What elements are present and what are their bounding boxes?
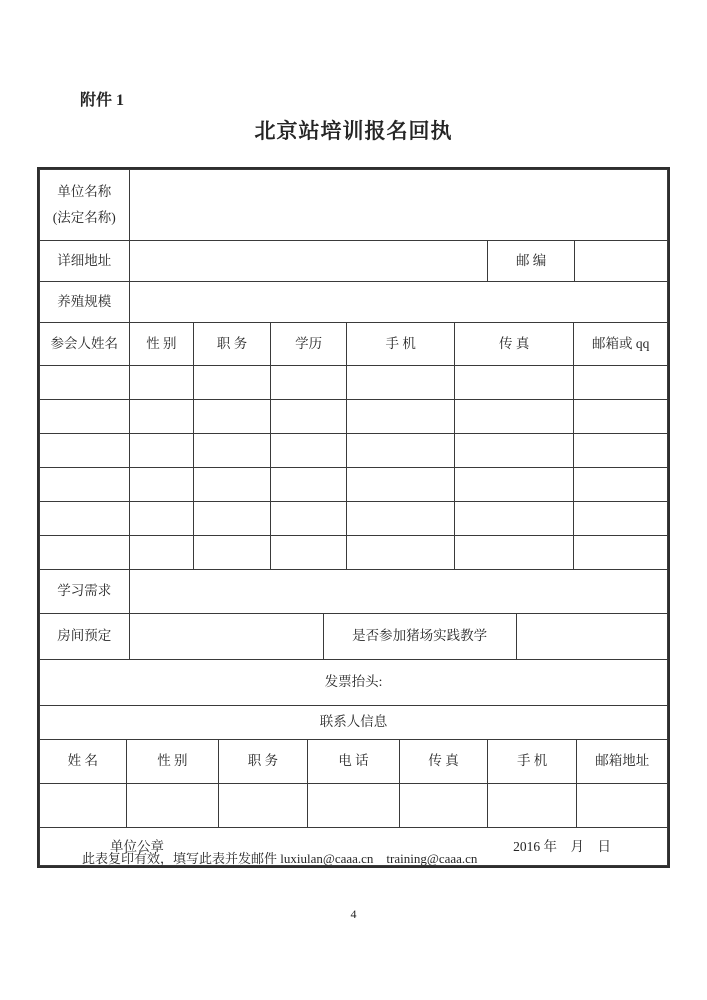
unit-info-section [39, 169, 668, 323]
registration-form-table [37, 167, 670, 868]
postcode-value-cell [575, 241, 668, 282]
contact-section [39, 705, 668, 828]
attendee-cell [347, 468, 455, 502]
scale-row [40, 282, 668, 323]
postcode-label: 邮 编 [487, 241, 575, 282]
attendee-row [40, 434, 668, 468]
attendee-cell [40, 536, 130, 570]
page-title: 北京站培训报名回执 [254, 119, 453, 143]
contact-section-title: 联系人信息 [40, 706, 668, 740]
study-needs-row [40, 570, 668, 614]
attendee-cell [40, 502, 130, 536]
attendee-cell [129, 502, 194, 536]
contact-header-gender: 性 别 [126, 740, 219, 784]
attendee-cell [347, 434, 455, 468]
attendee-row [40, 366, 668, 400]
study-needs-value-cell [129, 570, 667, 614]
attendee-cell [454, 536, 573, 570]
invoice-title-label: 发票抬头: [40, 660, 668, 706]
address-value-cell [129, 241, 487, 282]
attendee-cell [129, 536, 194, 570]
attendee-cell [574, 400, 668, 434]
contact-title-row [40, 706, 668, 740]
unit-name-row [40, 170, 668, 241]
attendee-cell [270, 468, 347, 502]
contact-header-email: 邮箱地址 [577, 740, 668, 784]
attendee-cell [574, 468, 668, 502]
attendee-cell [347, 400, 455, 434]
attendee-cell [129, 434, 194, 468]
attendee-cell [194, 468, 271, 502]
attendee-header-email: 邮箱或 qq [574, 323, 668, 366]
contact-cell [219, 784, 308, 828]
contact-cell [307, 784, 400, 828]
practice-teaching-value-cell [516, 614, 667, 660]
attendee-cell [574, 366, 668, 400]
unit-name-label [40, 170, 130, 241]
stamp-label: 单位公章 [110, 838, 164, 854]
contact-cell [577, 784, 668, 828]
attendee-cell [129, 468, 194, 502]
attendee-header-row [40, 323, 668, 366]
attendee-header-education: 学历 [270, 323, 347, 366]
attendee-cell [270, 400, 347, 434]
attendee-cell [454, 434, 573, 468]
attendee-cell [194, 502, 271, 536]
practice-teaching-label: 是否参加猪场实践教学 [323, 614, 516, 660]
attendee-cell [129, 366, 194, 400]
attendee-cell [347, 536, 455, 570]
needs-section [39, 569, 668, 660]
attendee-cell [194, 536, 271, 570]
attendee-cell [454, 468, 573, 502]
attendee-cell [40, 400, 130, 434]
attendee-cell [454, 400, 573, 434]
attendee-cell [347, 502, 455, 536]
study-needs-label: 学习需求 [40, 570, 130, 614]
attendee-cell [270, 502, 347, 536]
unit-name-label-line2: (法定名称) [52, 210, 116, 225]
attendee-cell [194, 366, 271, 400]
contact-header-position: 职 务 [219, 740, 308, 784]
invoice-section [39, 659, 668, 706]
attendee-cell [574, 536, 668, 570]
contact-cell [400, 784, 488, 828]
attendee-cell [454, 366, 573, 400]
attendee-header-fax: 传 真 [454, 323, 573, 366]
contact-header-name: 姓 名 [40, 740, 127, 784]
attendee-header-position: 职 务 [194, 323, 271, 366]
contact-row [40, 784, 668, 828]
contact-cell [126, 784, 219, 828]
attendee-row [40, 468, 668, 502]
attendee-row [40, 536, 668, 570]
unit-name-label-line1: 单位名称 [57, 184, 112, 199]
attendee-section [39, 322, 668, 570]
footer-note: 此表复印有效，填写此表并发邮件 luxiulan@caaa.cn training@caaa.cn [82, 851, 478, 866]
address-row [40, 241, 668, 282]
page-number: 4 [350, 907, 357, 921]
contact-cell [487, 784, 577, 828]
room-booking-label: 房间预定 [40, 614, 130, 660]
invoice-row [40, 660, 668, 706]
contact-header-mobile: 手 机 [487, 740, 577, 784]
attendee-cell [194, 434, 271, 468]
contact-header-phone: 电 话 [307, 740, 400, 784]
contact-header-row [40, 740, 668, 784]
attendee-row [40, 400, 668, 434]
attendee-cell [574, 434, 668, 468]
scale-value-cell [129, 282, 667, 323]
attendee-cell [270, 366, 347, 400]
address-label: 详细地址 [40, 241, 130, 282]
attendee-header-name: 参会人姓名 [40, 323, 130, 366]
room-booking-value-cell [129, 614, 323, 660]
contact-header-fax: 传 真 [400, 740, 488, 784]
attendee-cell [347, 366, 455, 400]
attachment-label: 附件 1 [80, 92, 125, 109]
attendee-cell [454, 502, 573, 536]
date-label: 2016 年 月 日 [513, 838, 611, 854]
room-booking-row [40, 614, 668, 660]
attendee-row [40, 502, 668, 536]
unit-name-value-cell [129, 170, 667, 241]
attendee-cell [129, 400, 194, 434]
attendee-cell [194, 400, 271, 434]
contact-cell [40, 784, 127, 828]
attendee-cell [40, 366, 130, 400]
scale-label: 养殖规模 [40, 282, 130, 323]
attendee-header-mobile: 手 机 [347, 323, 455, 366]
attendee-header-gender: 性 别 [129, 323, 194, 366]
attendee-cell [40, 468, 130, 502]
attendee-cell [270, 434, 347, 468]
attendee-cell [574, 502, 668, 536]
attendee-cell [40, 434, 130, 468]
attendee-cell [270, 536, 347, 570]
